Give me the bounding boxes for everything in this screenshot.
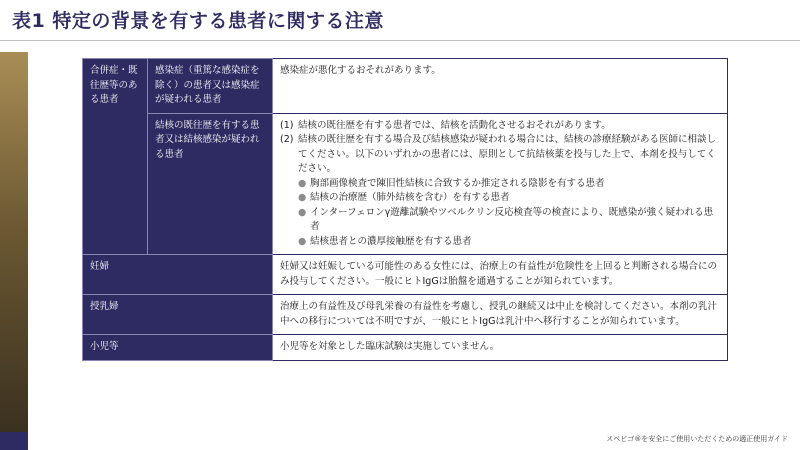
bullet-icon: ●	[298, 192, 307, 203]
category-children: 小児等	[83, 335, 273, 361]
category-pregnant: 妊婦	[83, 255, 273, 295]
list-item: (2) 結核の既往歴を有する場合及び結核感染が疑われる場合には、結核の診療経験がある医師に相談してください。以下のいずれかの患者には、原則として抗結核薬を投与した上で、本剤を投与してください。	[280, 134, 717, 174]
decorative-side-bar	[0, 52, 28, 432]
subcategory-infection: 感染症（重篤な感染症を除く）の患者又は感染症が疑われる患者	[148, 59, 273, 114]
footer-caption: スペビゴ®を安全にご使用いただくための適正使用ガイド	[606, 435, 788, 443]
list-item: ● 胸部画像検査で陳旧性結核に合致するか推定される陰影を有する患者	[280, 177, 720, 192]
pregnant-description: 妊婦又は妊娠している可能性のある女性には、治療上の有益性が危険性を上回ると判断される場合にのみ投与してください。一般にヒトIgGは胎盤を通過することが知られています。	[273, 255, 728, 295]
category-comorbid: 合併症・既往歴等のある患者	[83, 59, 148, 255]
decorative-side-bar-footer	[0, 432, 28, 450]
lactating-description: 治療上の有益性及び母乳栄養の有益性を考慮し、授乳の継続又は中止を検討してください。本剤の乳汁中への移行については不明ですが、一般にヒトIgGは乳汁中へ移行することが知られています。	[273, 295, 728, 335]
tuberculosis-description	[273, 113, 728, 255]
list-item: (1) 結核の既往歴を有する患者では、結核を活動化させるおそれがあります。	[280, 119, 611, 131]
children-description: 小児等を対象とした臨床試験は実施していません。	[273, 335, 728, 361]
list-item: ● インターフェロンγ遊離試験やツベルクリン反応検査等の検査により、既感染が強く疑われる患者	[280, 206, 720, 235]
table-row	[83, 113, 728, 255]
category-lactating: 授乳婦	[83, 295, 273, 335]
infection-description: 感染症が悪化するおそれがあります。	[273, 59, 728, 114]
title-divider	[0, 40, 800, 41]
table-row	[83, 59, 728, 114]
page-title: 表1 特定の背景を有する患者に関する注意	[12, 10, 384, 32]
subcategory-tuberculosis: 結核の既往歴を有する患者又は結核感染が疑われる患者	[148, 113, 273, 255]
table-row	[83, 335, 728, 361]
table-row	[83, 295, 728, 335]
table-row	[83, 255, 728, 295]
bullet-icon: ●	[298, 206, 307, 218]
bullet-icon: ●	[298, 235, 307, 247]
bullet-icon: ●	[298, 177, 307, 189]
precautions-table	[82, 58, 728, 361]
list-item: ● 結核の治療歴（肺外結核を含む）を有する患者	[280, 191, 720, 206]
list-item: ● 結核患者との濃厚接触歴を有する患者	[280, 235, 720, 250]
